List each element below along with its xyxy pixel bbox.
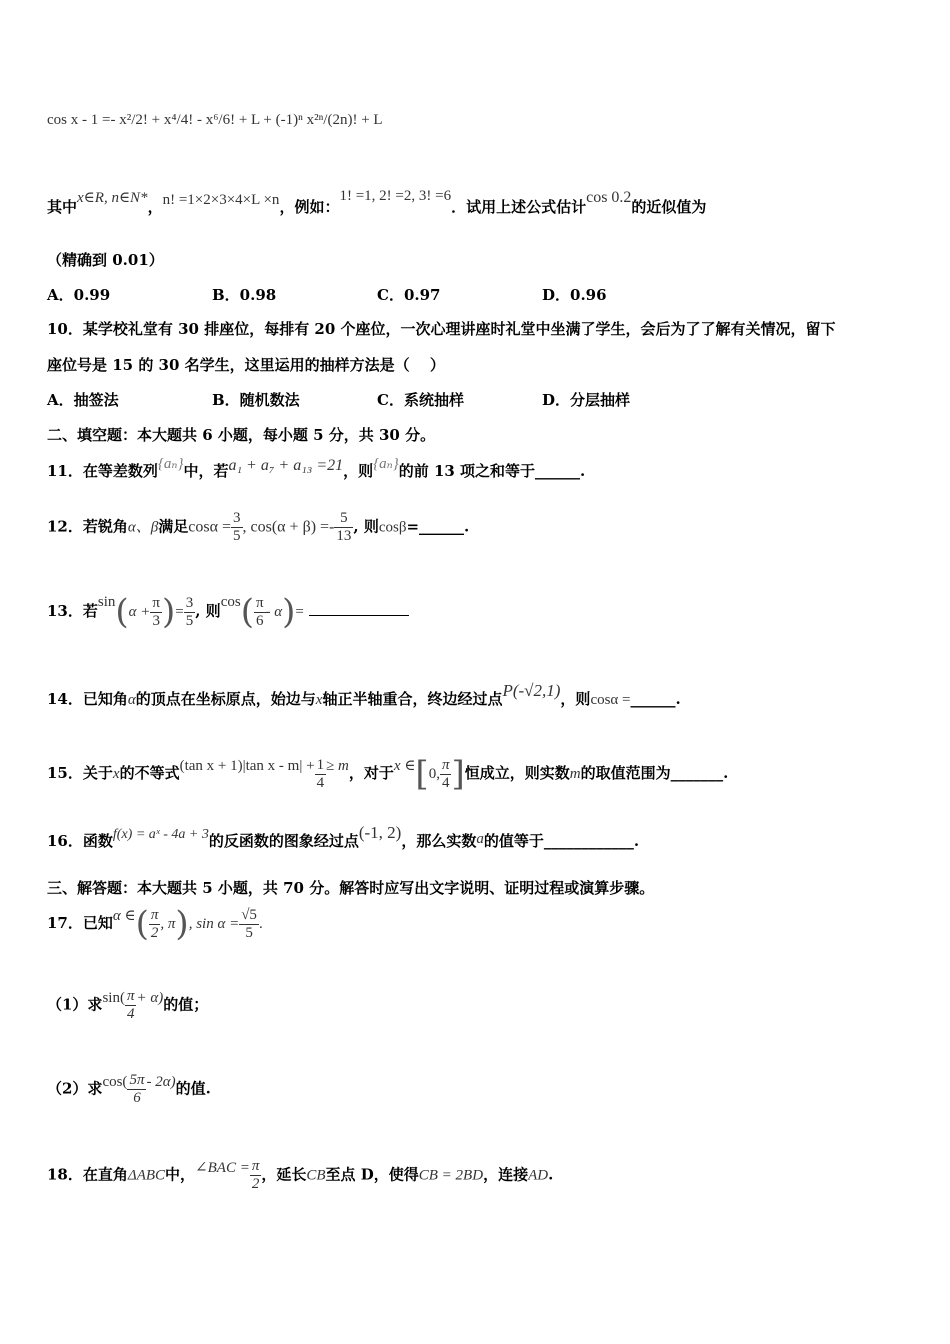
q14 [47,681,681,709]
q13-left-paren: ( [115,592,129,632]
q13 [47,592,409,632]
q16-text2: 的反函数的图象经过点 [208,832,359,850]
q13-pi-2: π [255,594,264,611]
q15-left-bracket: [ [415,754,429,794]
q9-option-b[interactable]: B．0.98 [212,286,277,304]
q14-answer-blank[interactable]: ______. [630,690,681,708]
q11-text1: 在等差数列 [82,462,158,480]
q10-line1: 10．某学校礼堂有 30 排座位，每排有 20 个座位，一次心理讲座时礼堂中坐满了学生，会后为了了解有关情况，留下 [47,320,836,338]
q17-right-paren: ) [175,904,189,944]
q13-answer-blank[interactable] [309,601,409,616]
q12-frac1-num: 3 [233,510,241,526]
q12-cos-alpha: cosα = [188,518,231,536]
q17 [47,904,263,944]
q18-number: 18． [47,1165,83,1184]
q15-one: 1 [316,756,325,773]
q17-sin-alpha: , sin α = [188,916,240,932]
q18-pi: π [251,1158,260,1174]
q18-ad: AD [528,1167,549,1184]
q9-precision: （精确到 0.01） [47,251,164,269]
q15-four-2: 4 [441,774,450,791]
q11-number: 11． [47,462,83,480]
q16-point: (-1, 2) [358,823,402,842]
q17-sqrt5-over-5 [239,907,259,942]
q18-text1: 在直角 [82,1165,128,1184]
q15-zero: 0, [428,766,440,782]
q15-x: x [112,766,120,782]
q17-part2-rest: - 2α) [146,1073,176,1090]
q17-five: 5 [245,924,253,941]
q12-text1: 若锐角 [82,517,128,536]
q14-text2: 的顶点在坐标原点，始边与 [135,690,316,708]
q17-part2-label: （2）求 [47,1079,103,1098]
q10-option-b[interactable]: B．随机数法 [212,391,300,409]
q12-frac2-num: 5 [334,510,353,528]
q17-part1-rest: + α) [136,989,164,1006]
q17-part1-pi-over-4 [125,988,137,1023]
q13-pi: π [152,594,160,611]
q17-pi-upper: , π [160,916,176,932]
q12-angles: α、β [127,519,159,536]
q9-line2 [47,188,707,217]
q18-angle: ∠BAC = [195,1159,250,1176]
q15-right-bracket: ] [451,754,465,794]
q12-number: 12． [47,517,83,536]
q15-inequality-right: ≥ m [326,758,349,774]
q14-text4: ，则 [560,690,591,708]
q13-frac-den: 5 [185,612,194,629]
q15-four: 4 [316,774,325,791]
q17-part2-tail: 的值. [175,1079,211,1098]
q17-left-paren: ( [135,904,149,944]
q15-text5: 的取值范围为_______. [580,764,729,782]
q9-task: ．试用上述公式估计 [451,198,587,216]
q17-part1-pi: π [126,988,135,1004]
q10-option-d[interactable]: D．分层抽样 [542,391,631,409]
q13-equals: = [175,604,184,620]
q12 [47,510,469,545]
q13-frac-num: 3 [185,594,194,611]
q13-right-paren: ) [162,592,176,632]
q17-dot: . [258,916,263,932]
q12-fraction-2 [334,510,353,545]
q13-six: 6 [255,612,264,629]
q18 [47,1158,553,1193]
q9-prefix: 其中 [47,198,78,216]
q15-domain: x ∈ [393,758,416,774]
q13-equals-2: = [295,604,304,620]
q15-text2: 的不等式 [119,764,180,782]
q15-text4: 恒成立，则实数 [464,764,570,782]
q13-cos: cos [220,594,241,610]
q16-text4: 的值等于____________. [483,832,640,850]
q18-text5: ，连接 [483,1165,529,1184]
q11-sequence-2: {aₙ} [373,456,399,472]
q17-two: 2 [150,924,159,941]
q18-text3: ，延长 [261,1165,307,1184]
q17-number: 17． [47,914,83,932]
q17-pi: π [150,906,159,923]
q14-cos-alpha: cosα = [590,692,631,708]
q17-part1 [47,988,208,1023]
q15-inequality-left: (tan x + 1)|tan x - m| + [179,758,315,774]
q15-m: m [569,766,581,782]
q11-equation: a₁ + a₇ + a₁₃ =21 [228,457,344,474]
q18-equation: CB = 2BD [418,1167,484,1184]
q18-two: 2 [251,1176,260,1192]
q12-fraction-1 [231,510,243,545]
q12-text2: 满足 [158,517,189,536]
q12-frac2-den: 13 [336,528,352,544]
q14-text3: 轴正半轴重合，终边经过点 [322,690,503,708]
q9-option-d[interactable]: D．0.96 [542,286,607,304]
q11-sequence: {aₙ} [157,456,184,472]
q15 [47,754,728,794]
q14-number: 14． [47,690,83,708]
q14-point: P(-√2,1) [502,681,561,700]
q12-text4: =______. [406,517,470,536]
q15-number: 15． [47,764,83,782]
q17-part2 [47,1072,211,1107]
q16-function: f(x) = aˣ - 4a + 3 [112,827,209,842]
q15-text1: 关于 [82,764,113,782]
q13-right-paren-2: ) [282,592,296,632]
q10-option-c[interactable]: C．系统抽样 [377,391,464,409]
q14-x: x [315,692,323,708]
q17-part2-5pi-over-6 [127,1072,146,1107]
q12-cos-beta: cosβ [378,519,407,536]
q11-text2: 中，若 [183,462,229,480]
q9-option-c[interactable]: C．0.97 [377,286,441,304]
q11-text4: 的前 13 项之和等于______. [398,462,586,480]
q10-option-a[interactable]: A．抽签法 [47,391,119,409]
q18-text4: 至点 D，使得 [325,1165,419,1184]
q13-pi-over-6 [254,595,266,630]
q16-text1: 函数 [82,832,113,850]
q12-cos-sum: , cos(α + β) =- [242,518,335,536]
q14-alpha: α [127,692,136,708]
q13-sin: sin [97,594,116,610]
q13-fraction [184,595,196,630]
q18-text2: 中， [165,1165,196,1184]
q15-pi: π [441,756,450,773]
q14-text1: 已知角 [82,690,128,708]
q17-text1: 已知 [82,914,113,932]
q13-three: 3 [152,612,160,629]
q13-pi-over-3 [150,595,162,630]
q9-factorial-def: n! =1×2×3×4×L ×n [162,192,280,208]
section-2-heading: 二、填空题：本大题共 6 小题，每小题 5 分，共 30 分。 [47,426,436,444]
q17-part1-tail: 的值； [163,995,209,1014]
q12-text3: , 则 [353,517,379,536]
q9-option-a[interactable]: A．0.99 [47,286,111,304]
q9-conditions: x∈R, n∈N* [77,190,148,206]
q15-text3: ，对于 [348,764,394,782]
q15-quarter [315,757,327,792]
q17-pi-over-2 [149,907,161,942]
q13-number: 13． [47,602,83,620]
q9-target: cos 0.2 [586,189,632,206]
q17-alpha-in: α ∈ [112,908,136,924]
q17-part2-cos: cos( [102,1073,128,1090]
q12-frac1-den: 5 [233,528,241,544]
q16-a: a [476,831,484,847]
q18-cb: CB [306,1167,326,1184]
q9-comma: ， [147,198,163,216]
q16-text3: ，那么实数 [401,832,477,850]
q17-part1-sin: sin( [102,989,125,1006]
q11-text3: ，则 [343,462,374,480]
q9-tail: 的近似值为 [631,198,707,216]
q18-text6: . [548,1165,554,1184]
q17-part2-5pi: 5π [129,1072,145,1088]
q11 [47,456,586,481]
q17-part1-label: （1）求 [47,995,103,1014]
q15-pi-over-4 [440,757,452,792]
q13-text1: 若 [82,602,98,620]
q13-text2: , 则 [195,602,221,620]
q16 [47,823,640,851]
section-3-heading: 三、解答题：本大题共 5 小题，共 70 分。解答时应写出文字说明、证明过程或演算步骤。 [47,879,655,897]
q10-line2: 座位号是 15 的 30 名学生，这里运用的抽样方法是（ ） [47,356,445,374]
q9-examples: 1! =1, 2! =2, 3! =6 [339,188,452,204]
q18-triangle: ΔABC [127,1167,166,1184]
q18-pi-over-2 [250,1158,262,1193]
q17-part1-four: 4 [126,1006,135,1022]
q13-minus-alpha: - α [265,604,283,620]
q17-part2-six: 6 [133,1090,141,1106]
q16-number: 16． [47,832,83,850]
q17-sqrt5: √5 [241,906,257,923]
q13-alpha-plus: α + [128,604,151,620]
q13-left-paren-2: ( [240,592,254,632]
q9-example-label: ，例如： [279,198,340,216]
q9-series-formula: cos x - 1 =- x²/2! + x⁴/4! - x⁶/6! + L + (-1)ⁿ x²ⁿ/(2n)! + L [47,112,383,128]
